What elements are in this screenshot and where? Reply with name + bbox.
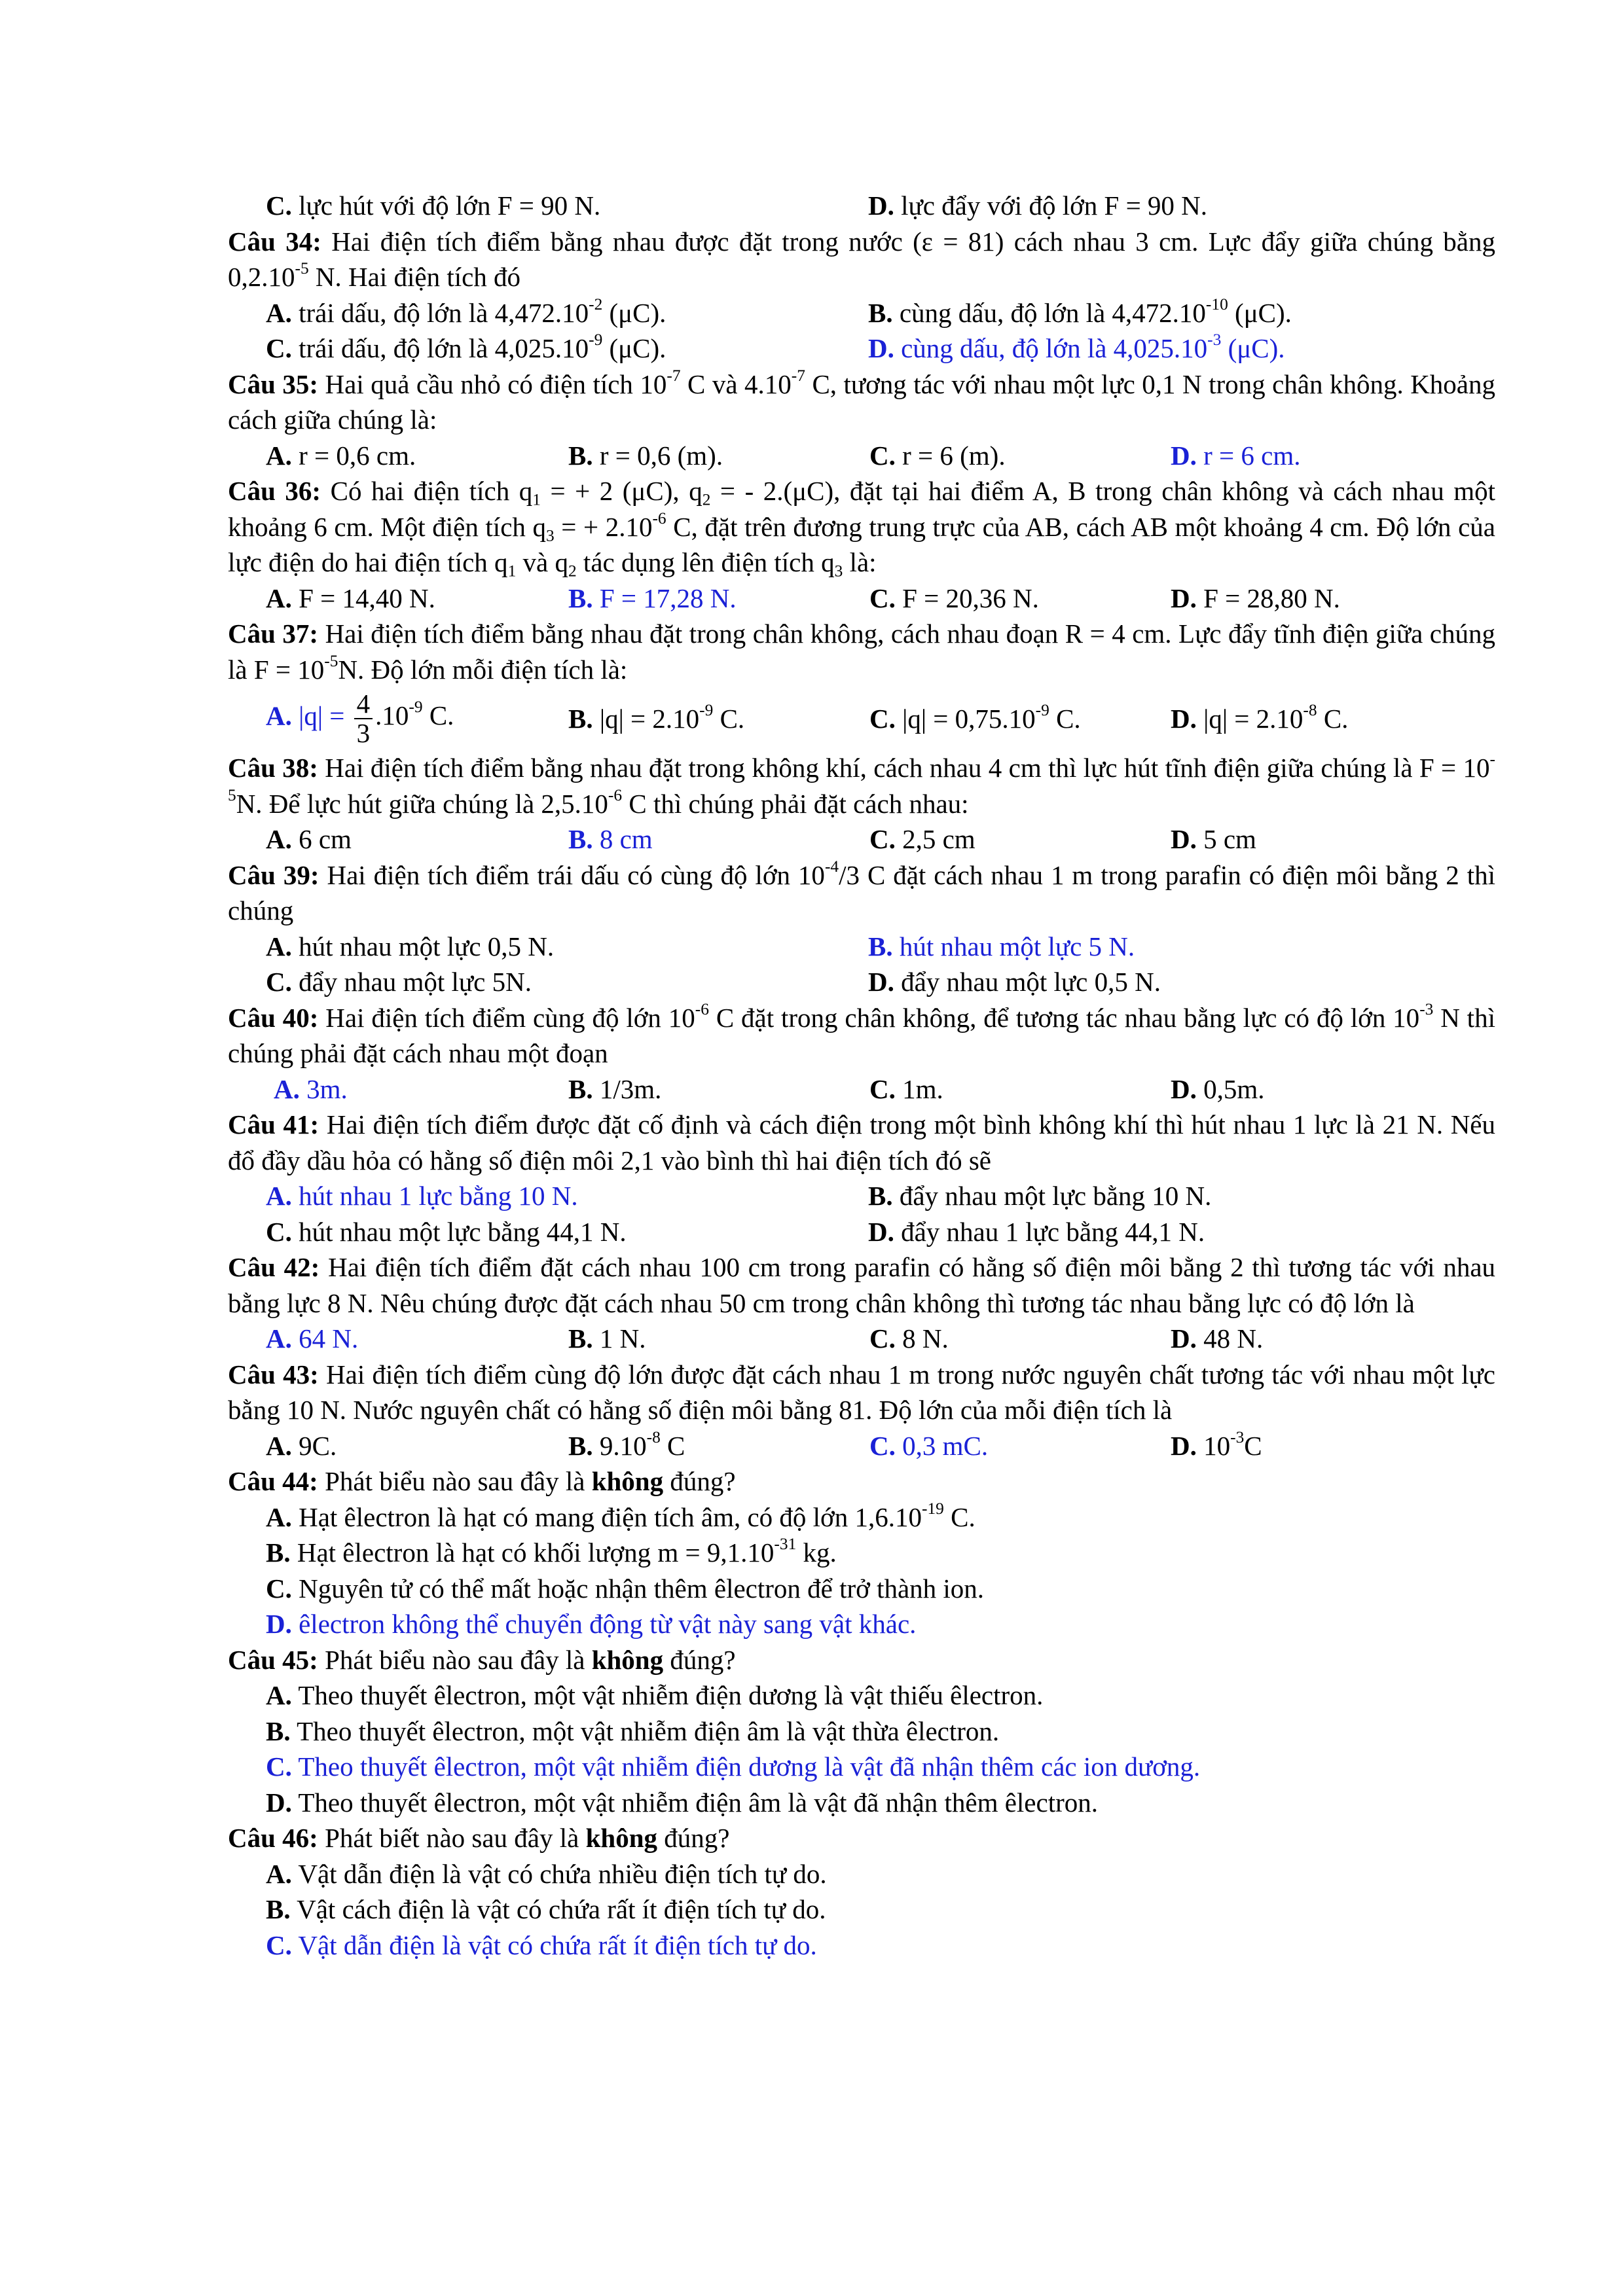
q42-stem: Câu 42: Hai điện tích điểm đặt cách nhau 100 cm trong parafin có hằng số điện môi bằng 2 thì tương tác với nhau bằng lực 8 N. Nêu chúng được đặt cách nhau 50 cm trong chân không thì tương tác nhau bằng lực có độ lớn là	[228, 1252, 1496, 1318]
q38-stem: Câu 38: Hai điện tích điểm bằng nhau đặt trong không khí, cách nhau 4 cm thì lực hút tĩnh điện giữa chúng là $F = 10^{-5}N$. Để lực hút giữa chúng là $2,5.10^{-6}$ C thì chúng phải đặt cách nhau:	[228, 749, 1495, 819]
exam-page	[228, 188, 1495, 1963]
q37-options-row	[228, 687, 1495, 750]
q35-stem: Câu 35: Hai quả cầu nhỏ có điện tích $10^{-7}$ C và $4.10^{-7}$ C, tương tác với nhau một lực 0,1 N trong chân không. Khoảng cách giữa chúng là:	[228, 366, 1496, 435]
q46-options	[228, 1856, 1495, 1964]
q41-options-row-1	[228, 1178, 1495, 1214]
q36-stem: Câu 36: Có hai điện tích $q_1$ = + 2 (μC), $q_2$ = - 2.(μC), đặt tại hai điểm A, B trong chân không và cách nhau một khoảng 6 cm. Một điện tích $q_3$ = + $2.10^{-6}$ C, đặt trên đương trung trực của AB, cách AB một khoảng 4 cm. Độ lớn của lực điện do hai điện tích $q_1$ và $q_2$ tác dụng lên điện tích $q_3$ là:	[228, 476, 1495, 581]
q43-option-a: A. 9C.	[266, 1430, 337, 1461]
q35-option-a: A. r = 0,6 cm.	[266, 440, 416, 471]
q46-option-a: A. Vật dẫn điện là vật có chứa nhiều điện tích tự do.	[266, 1858, 827, 1889]
q45-stem: Câu 45: Phát biểu nào sau đây là không đúng?	[228, 1644, 736, 1675]
q44-option-d-answer: D. êlectron không thể chuyển động từ vật này sang vật khác.	[266, 1609, 917, 1639]
q37-option-a-answer: A. |q| = $\frac{4}{3}$ $.10^{-9}$ C.	[266, 688, 454, 748]
q45-options	[228, 1677, 1495, 1820]
q45-option-d: D. Theo thuyết êlectron, một vật nhiễm điện âm là vật đã nhận thêm êlectron.	[266, 1787, 1098, 1818]
q46-option-b: B. Vật cách điện là vật có chứa rất ít điện tích tự do.	[266, 1894, 826, 1924]
q33-option-c: C. lực hút với độ lớn F = 90 N.	[266, 190, 601, 221]
q43-options-row	[228, 1428, 1495, 1464]
q44-option-c: C. Nguyên tử có thể mất hoặc nhận thêm êlectron để trở thành ion.	[266, 1573, 985, 1604]
q35-option-c: C. r = 6 (m).	[869, 440, 1006, 471]
q38-option-b-answer: B. 8 cm	[568, 824, 653, 854]
q36-option-d: D. F = 28,80 N.	[1171, 583, 1340, 613]
q40-option-d: D. 0,5m.	[1171, 1073, 1265, 1104]
q42-option-d: D. 48 N.	[1171, 1323, 1264, 1354]
q45-option-c-answer: C. Theo thuyết êlectron, một vật nhiễm điện dương là vật đã nhận thêm các ion dương.	[266, 1751, 1201, 1782]
q42-option-b: B. 1 N.	[568, 1323, 646, 1354]
q35-option-d-answer: D. r = 6 cm.	[1171, 440, 1301, 471]
q38-option-c: C. 2,5 cm	[869, 824, 976, 854]
q36-option-b-answer: B. F = 17,28 N.	[568, 583, 737, 613]
q39-option-d: D. đẩy nhau một lực 0,5 N.	[868, 967, 1161, 997]
q40-option-a-answer: A. 3m.	[274, 1073, 348, 1104]
q42-options-row	[228, 1321, 1495, 1357]
q34-options-row-1	[228, 295, 1495, 331]
q44-stem: Câu 44: Phát biểu nào sau đây là không đúng?	[228, 1466, 736, 1496]
q34-option-b: B. cùng dấu, độ lớn là $4,472.10^{-10}$ (μC).	[868, 295, 1292, 328]
q35-option-b: B. r = 0,6 (m).	[568, 440, 723, 471]
q37-option-d: D. $|q| = 2.10^{-8}$ C.	[1171, 700, 1349, 734]
q39-option-c: C. đẩy nhau một lực 5N.	[266, 967, 532, 997]
q40-option-b: B. 1/3m.	[568, 1073, 662, 1104]
q35-options-row	[228, 438, 1495, 474]
q37-option-c: C. $|q| = 0,75.10^{-9}$ C.	[869, 700, 1081, 734]
q40-options-row	[228, 1071, 1495, 1107]
q46-stem: Câu 46: Phát biết nào sau đây là không đúng?	[228, 1823, 730, 1853]
q37-option-b: B. $|q| = 2.10^{-9}$ C.	[568, 700, 745, 734]
q41-option-b: B. đẩy nhau một lực bằng 10 N.	[868, 1181, 1212, 1211]
q37-stem: Câu 37: Hai điện tích điểm bằng nhau đặt trong chân không, cách nhau đoạn R = 4 cm. Lực đẩy tĩnh điện giữa chúng là $F = 10^{-5}N$. Độ lớn mỗi điện tích là:	[228, 619, 1496, 685]
q33-options-row	[228, 188, 1495, 224]
q38-options-row	[228, 821, 1495, 857]
q40-stem: Câu 40: Hai điện tích điểm cùng độ lớn $10^{-6}$ C đặt trong chân không, để tương tác nhau bằng lực có độ lớn $10^{-3}$ N thì chúng phải đặt cách nhau một đoạn	[228, 999, 1495, 1068]
q42-option-a-answer: A. 64 N.	[266, 1323, 359, 1354]
q39-stem: Câu 39: Hai điện tích điểm trái dấu có cùng độ lớn $10^{-4}/3$ C đặt cách nhau 1 m trong parafin có điện môi bằng 2 thì chúng	[228, 857, 1495, 925]
q43-option-d: D. $10^{-3}C$	[1171, 1427, 1262, 1461]
q43-option-c-answer: C. 0,3 mC.	[869, 1430, 989, 1461]
q34-option-d-answer: D. cùng dấu, độ lớn là $4,025.10^{-3}$ (μC).	[868, 330, 1285, 363]
q39-options-row-2	[228, 964, 1495, 1000]
q34-option-a: A. trái dấu, độ lớn là $4,472.10^{-2}$ (μC).	[266, 295, 666, 328]
q41-option-a-answer: A. hút nhau 1 lực bằng 10 N.	[266, 1181, 578, 1211]
q38-option-a: A. 6 cm	[266, 824, 352, 854]
q44-option-a: A. Hạt êlectron là hạt có mang điện tích âm, có độ lớn $1,6.10^{-19}$ C.	[266, 1499, 976, 1532]
q39-option-a: A. hút nhau một lực 0,5 N.	[266, 931, 555, 961]
q41-options-row-2	[228, 1214, 1495, 1250]
q39-option-b-answer: B. hút nhau một lực 5 N.	[868, 931, 1135, 961]
q40-option-c: C. 1m.	[869, 1073, 943, 1104]
q34-option-c: C. trái dấu, độ lớn là $4,025.10^{-9}$ (μC).	[266, 330, 666, 363]
q43-option-b: B. $9.10^{-8}$ C	[568, 1427, 685, 1461]
q43-stem: Câu 43: Hai điện tích điểm cùng độ lớn được đặt cách nhau 1 m trong nước nguyên chất tương tác với nhau một lực bằng 10 N. Nước nguyên chất có hằng số điện môi bằng 81. Độ lớn của mỗi điện tích là	[228, 1359, 1495, 1425]
q44-option-b: B. Hạt êlectron là hạt có khối lượng $m = 9,1.10^{-31}$ kg.	[266, 1534, 837, 1568]
fraction: $\frac{4}{3}$	[354, 690, 373, 747]
q41-option-c: C. hút nhau một lực bằng 44,1 N.	[266, 1216, 627, 1247]
q41-option-d: D. đẩy nhau 1 lực bằng 44,1 N.	[868, 1216, 1205, 1247]
q38-option-d: D. 5 cm	[1171, 824, 1256, 854]
q34-stem: Câu 34: Hai điện tích điểm bằng nhau được đặt trong nước (ε = 81) cách nhau 3 cm. Lực đẩy giữa chúng bằng $0,2.10^{-5}$ N. Hai điện tích đó	[228, 226, 1495, 292]
q42-option-c: C. 8 N.	[869, 1323, 949, 1354]
q41-stem: Câu 41: Hai điện tích điểm được đặt cố định và cách điện trong một bình không khí thì hút nhau 1 lực là 21 N. Nếu đổ đầy dầu hỏa có hằng số điện môi 2,1 vào bình thì hai điện tích đó sẽ	[228, 1109, 1496, 1175]
q33-option-d: D. lực đẩy với độ lớn F = 90 N.	[868, 190, 1208, 221]
q45-option-b: B. Theo thuyết êlectron, một vật nhiễm điện âm là vật thừa êlectron.	[266, 1715, 1000, 1746]
q34-options-row-2	[228, 331, 1495, 367]
q44-options	[228, 1499, 1495, 1642]
q46-option-c-answer: C. Vật dẫn điện là vật có chứa rất ít điện tích tự do.	[266, 1929, 817, 1960]
q45-option-a: A. Theo thuyết êlectron, một vật nhiễm điện dương là vật thiếu êlectron.	[266, 1680, 1044, 1710]
q39-options-row-1	[228, 929, 1495, 965]
q36-option-c: C. F = 20,36 N.	[869, 583, 1039, 613]
q36-option-a: A. F = 14,40 N.	[266, 583, 435, 613]
q36-options-row	[228, 581, 1495, 617]
